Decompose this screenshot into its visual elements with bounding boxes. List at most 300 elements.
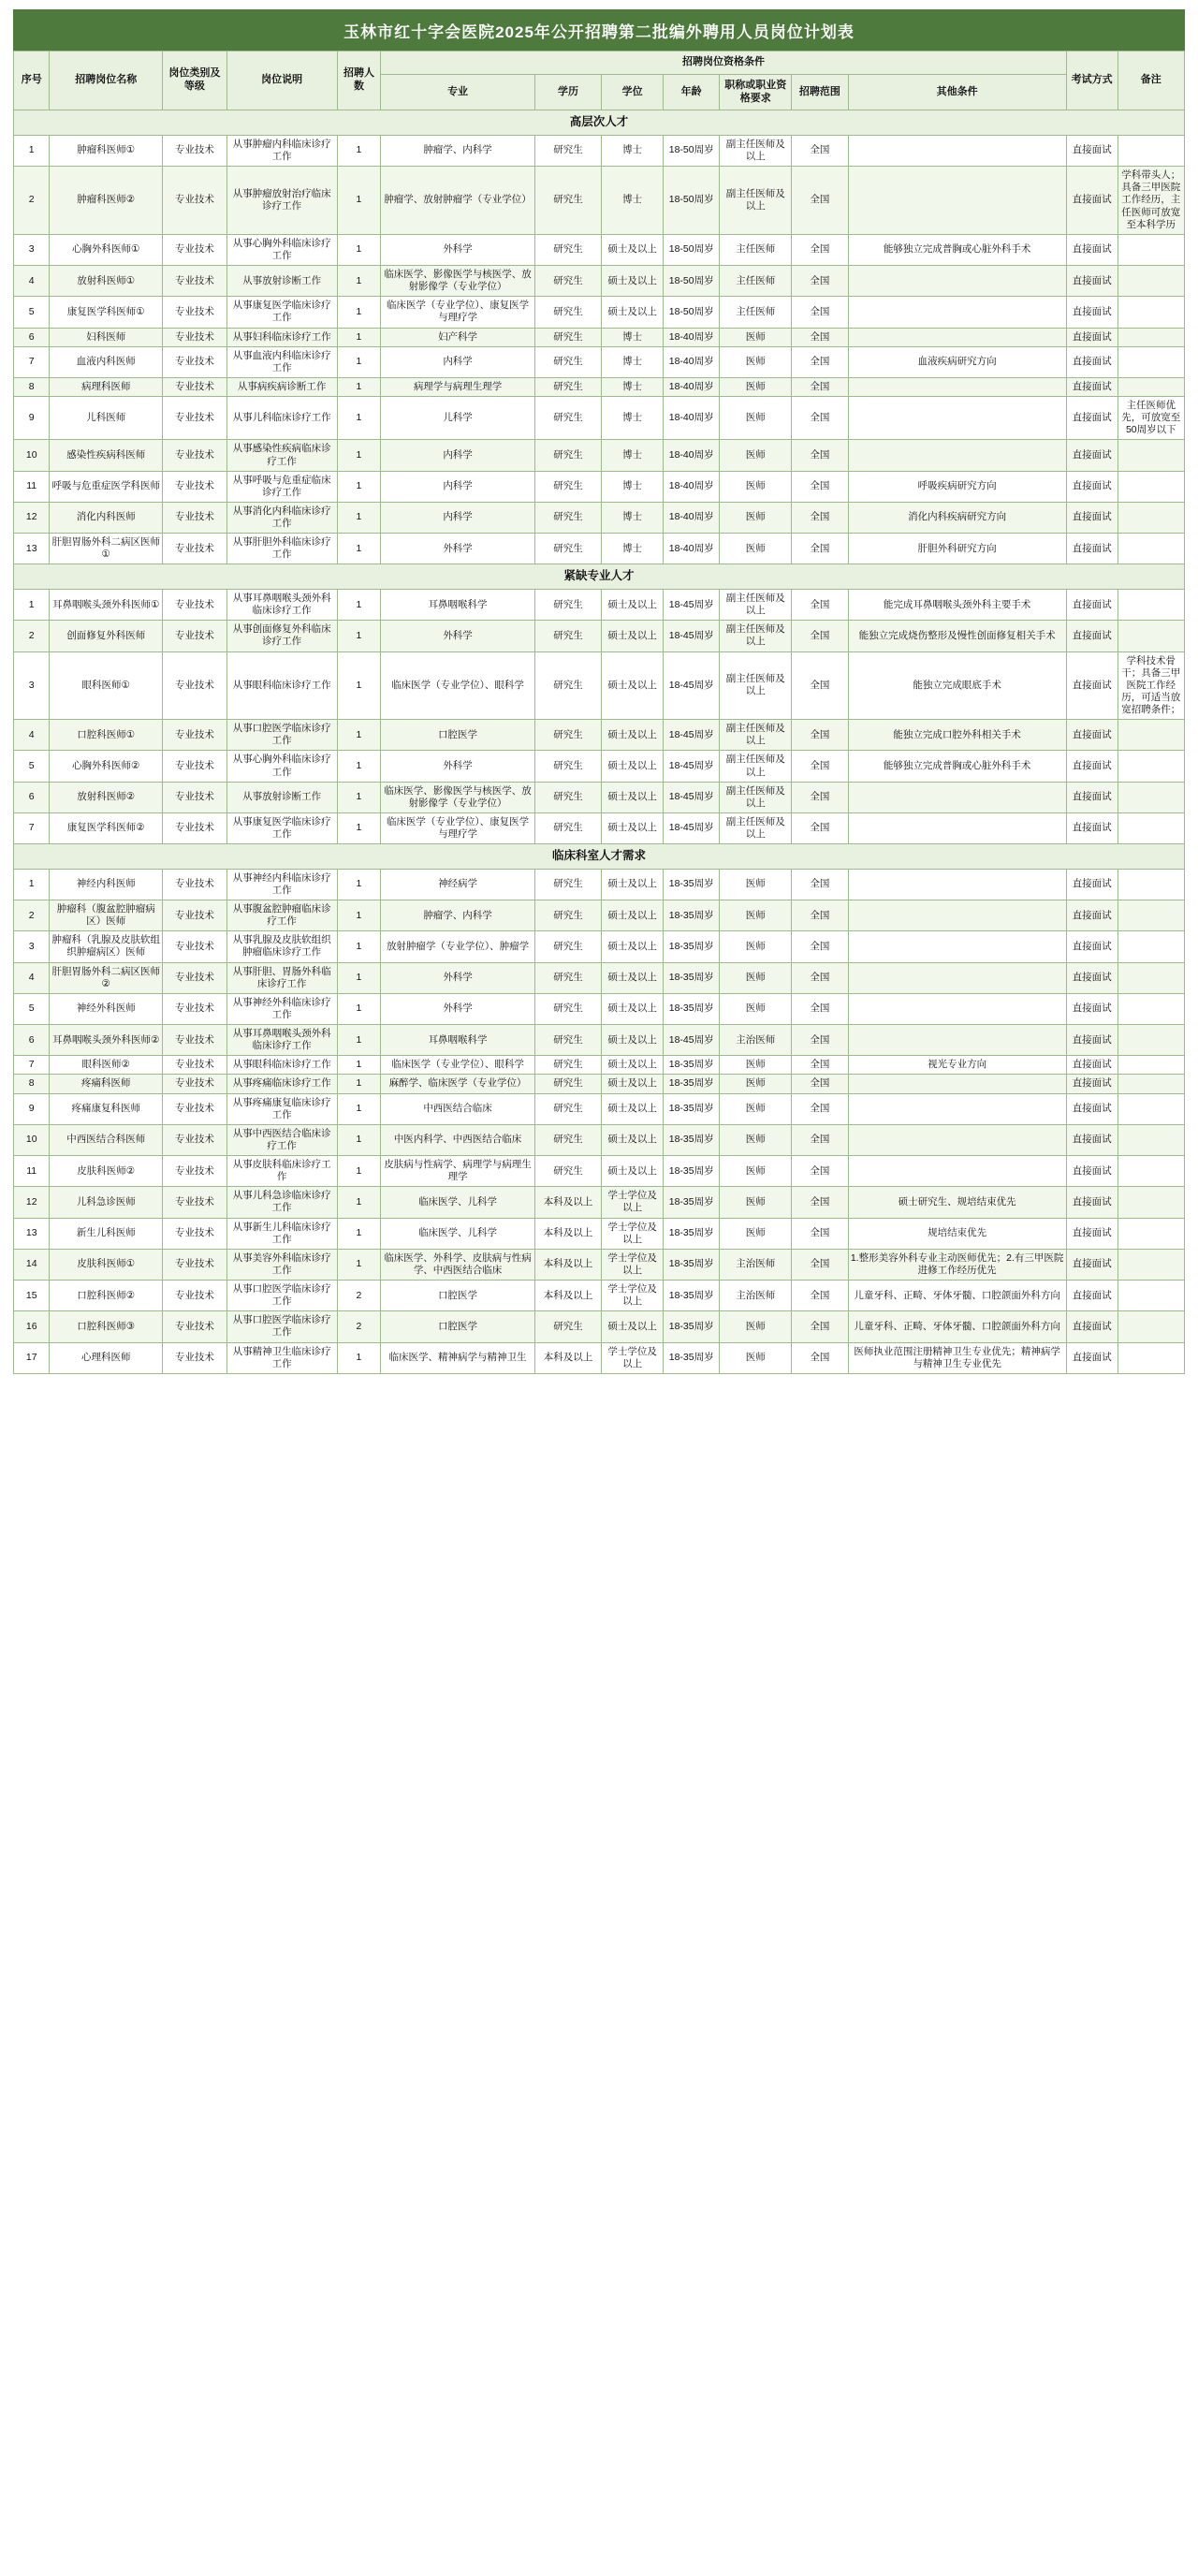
cell-major: 耳鼻咽喉科学 (381, 590, 535, 621)
table-row (14, 1075, 1185, 1093)
cell-scope: 全国 (792, 1124, 848, 1155)
cell-remark (1118, 534, 1184, 564)
cell-post-type: 专业技术 (163, 1311, 227, 1342)
cell-remark (1118, 266, 1184, 297)
cell-post-desc: 从事肿瘤内科临床诊疗工作 (226, 135, 337, 166)
table-row (14, 900, 1185, 931)
cell-other: 消化内科疾病研究方向 (848, 502, 1066, 533)
cell-scope: 全国 (792, 234, 848, 265)
cell-major: 外科学 (381, 993, 535, 1024)
cell-post-type: 专业技术 (163, 1025, 227, 1056)
table-row (14, 993, 1185, 1024)
cell-major: 口腔医学 (381, 1281, 535, 1311)
cell-remark (1118, 812, 1184, 843)
cell-post-desc: 从事乳腺及皮肤软组织肿瘤临床诊疗工作 (226, 931, 337, 962)
cell-title-req: 医师 (720, 931, 792, 962)
cell-post-desc: 从事腹盆腔肿瘤临床诊疗工作 (226, 900, 337, 931)
cell-remark (1118, 1342, 1184, 1373)
cell-seq: 6 (14, 782, 50, 812)
cell-post-type: 专业技术 (163, 1124, 227, 1155)
cell-degree: 学士学位及以上 (602, 1281, 664, 1311)
cell-age: 18-45周岁 (664, 590, 720, 621)
cell-post-desc: 从事放射诊断工作 (226, 782, 337, 812)
cell-title-req: 医师 (720, 1187, 792, 1218)
cell-post-type: 专业技术 (163, 471, 227, 502)
cell-seq: 8 (14, 1075, 50, 1093)
cell-education: 研究生 (534, 297, 601, 328)
cell-other: 儿童牙科、正畸、牙体牙髓、口腔颌面外科方向 (848, 1281, 1066, 1311)
cell-count: 1 (337, 720, 381, 751)
cell-title-req: 主治医师 (720, 1025, 792, 1056)
cell-remark (1118, 234, 1184, 265)
cell-major: 临床医学（专业学位）、眼科学 (381, 651, 535, 720)
cell-major: 皮肤病与性病学、病理学与病理生理学 (381, 1156, 535, 1187)
cell-degree: 博士 (602, 346, 664, 377)
cell-other (848, 900, 1066, 931)
cell-count: 1 (337, 1342, 381, 1373)
cell-post-type: 专业技术 (163, 346, 227, 377)
table-row (14, 1187, 1185, 1218)
cell-age: 18-45周岁 (664, 651, 720, 720)
cell-exam: 直接面试 (1066, 1056, 1118, 1075)
cell-other: 呼吸疾病研究方向 (848, 471, 1066, 502)
cell-seq: 12 (14, 502, 50, 533)
cell-post-name: 肿瘤科医师① (50, 135, 163, 166)
cell-major: 放射肿瘤学（专业学位）、肿瘤学 (381, 931, 535, 962)
cell-seq: 4 (14, 962, 50, 993)
cell-major: 临床医学（专业学位）、眼科学 (381, 1056, 535, 1075)
cell-exam: 直接面试 (1066, 720, 1118, 751)
table-row (14, 346, 1185, 377)
cell-post-name: 神经外科医师 (50, 993, 163, 1024)
cell-other (848, 377, 1066, 396)
cell-degree: 硕士及以上 (602, 869, 664, 900)
cell-exam: 直接面试 (1066, 621, 1118, 651)
cell-post-type: 专业技术 (163, 1075, 227, 1093)
cell-count: 1 (337, 1249, 381, 1280)
cell-education: 研究生 (534, 377, 601, 396)
cell-post-desc: 从事耳鼻咽喉头颈外科临床诊疗工作 (226, 1025, 337, 1056)
cell-scope: 全国 (792, 1218, 848, 1249)
cell-title-req: 医师 (720, 346, 792, 377)
cell-post-desc: 从事病疾病诊断工作 (226, 377, 337, 396)
table-row (14, 720, 1185, 751)
cell-exam: 直接面试 (1066, 962, 1118, 993)
cell-other (848, 167, 1066, 235)
cell-title-req: 医师 (720, 397, 792, 440)
cell-other (848, 1156, 1066, 1187)
cell-remark (1118, 931, 1184, 962)
cell-remark: 学科技术骨干；具备三甲医院工作经历，可适当放宽招聘条件； (1118, 651, 1184, 720)
cell-other (848, 328, 1066, 346)
cell-title-req: 医师 (720, 502, 792, 533)
cell-other: 能完成耳鼻咽喉头颈外科主要手术 (848, 590, 1066, 621)
cell-post-desc: 从事神经内科临床诊疗工作 (226, 869, 337, 900)
cell-age: 18-40周岁 (664, 534, 720, 564)
th-age: 年龄 (664, 74, 720, 110)
cell-post-type: 专业技术 (163, 297, 227, 328)
cell-seq: 3 (14, 651, 50, 720)
cell-count: 1 (337, 1093, 381, 1124)
cell-degree: 硕士及以上 (602, 266, 664, 297)
cell-education: 研究生 (534, 397, 601, 440)
cell-title-req: 医师 (720, 1218, 792, 1249)
cell-post-desc: 从事肝胆外科临床诊疗工作 (226, 534, 337, 564)
cell-degree: 硕士及以上 (602, 590, 664, 621)
cell-post-type: 专业技术 (163, 1056, 227, 1075)
cell-seq: 6 (14, 328, 50, 346)
cell-remark (1118, 751, 1184, 782)
th-scope: 招聘范围 (792, 74, 848, 110)
cell-exam: 直接面试 (1066, 534, 1118, 564)
cell-post-desc: 从事美容外科临床诊疗工作 (226, 1249, 337, 1280)
cell-seq: 9 (14, 397, 50, 440)
section-title: 临床科室人才需求 (14, 844, 1185, 870)
th-count: 招聘人数 (337, 51, 381, 110)
table-row (14, 651, 1185, 720)
th-qualification-group: 招聘岗位资格条件 (381, 51, 1066, 75)
table-row (14, 135, 1185, 166)
cell-remark (1118, 869, 1184, 900)
cell-post-name: 疼痛康复科医师 (50, 1093, 163, 1124)
cell-post-type: 专业技术 (163, 502, 227, 533)
cell-exam: 直接面试 (1066, 377, 1118, 396)
cell-post-name: 口腔科医师③ (50, 1311, 163, 1342)
cell-degree: 学士学位及以上 (602, 1249, 664, 1280)
cell-scope: 全国 (792, 651, 848, 720)
cell-post-type: 专业技术 (163, 651, 227, 720)
cell-post-desc: 从事疼痛康复临床诊疗工作 (226, 1093, 337, 1124)
cell-age: 18-40周岁 (664, 502, 720, 533)
cell-age: 18-50周岁 (664, 266, 720, 297)
cell-degree: 博士 (602, 471, 664, 502)
cell-post-type: 专业技术 (163, 1093, 227, 1124)
cell-degree: 博士 (602, 440, 664, 471)
cell-education: 本科及以上 (534, 1281, 601, 1311)
cell-remark (1118, 590, 1184, 621)
cell-post-name: 康复医学科医师① (50, 297, 163, 328)
page-title: 玉林市红十字会医院2025年公开招聘第二批编外聘用人员岗位计划表 (13, 9, 1185, 51)
cell-education: 研究生 (534, 135, 601, 166)
cell-title-req: 医师 (720, 1075, 792, 1093)
cell-other: 能独立完成眼底手术 (848, 651, 1066, 720)
cell-degree: 博士 (602, 167, 664, 235)
cell-age: 18-40周岁 (664, 471, 720, 502)
th-title-req: 职称或职业资格要求 (720, 74, 792, 110)
cell-scope: 全国 (792, 1342, 848, 1373)
cell-education: 研究生 (534, 812, 601, 843)
cell-post-type: 专业技术 (163, 534, 227, 564)
cell-title-req: 副主任医师及以上 (720, 651, 792, 720)
cell-post-type: 专业技术 (163, 397, 227, 440)
cell-seq: 13 (14, 534, 50, 564)
cell-degree: 硕士及以上 (602, 621, 664, 651)
cell-post-type: 专业技术 (163, 440, 227, 471)
cell-degree: 硕士及以上 (602, 782, 664, 812)
cell-major: 口腔医学 (381, 1311, 535, 1342)
cell-post-name: 放射科医师② (50, 782, 163, 812)
cell-age: 18-40周岁 (664, 328, 720, 346)
cell-scope: 全国 (792, 346, 848, 377)
cell-remark (1118, 900, 1184, 931)
cell-major: 儿科学 (381, 397, 535, 440)
cell-seq: 1 (14, 135, 50, 166)
cell-count: 1 (337, 328, 381, 346)
cell-remark (1118, 471, 1184, 502)
cell-post-desc: 从事创面修复外科临床诊疗工作 (226, 621, 337, 651)
cell-title-req: 医师 (720, 900, 792, 931)
cell-age: 18-45周岁 (664, 812, 720, 843)
cell-other: 肝胆外科研究方向 (848, 534, 1066, 564)
cell-age: 18-35周岁 (664, 993, 720, 1024)
cell-post-name: 耳鼻咽喉头颈外科医师① (50, 590, 163, 621)
cell-post-desc: 从事眼科临床诊疗工作 (226, 1056, 337, 1075)
cell-remark (1118, 993, 1184, 1024)
cell-post-type: 专业技术 (163, 135, 227, 166)
table-row (14, 782, 1185, 812)
cell-remark (1118, 621, 1184, 651)
cell-post-desc: 从事神经外科临床诊疗工作 (226, 993, 337, 1024)
cell-post-type: 专业技术 (163, 993, 227, 1024)
cell-age: 18-35周岁 (664, 1075, 720, 1093)
cell-exam: 直接面试 (1066, 1124, 1118, 1155)
cell-major: 妇产科学 (381, 328, 535, 346)
cell-education: 研究生 (534, 1124, 601, 1155)
cell-post-desc: 从事肝胆、胃肠外科临床诊疗工作 (226, 962, 337, 993)
cell-education: 本科及以上 (534, 1218, 601, 1249)
cell-degree: 硕士及以上 (602, 651, 664, 720)
cell-education: 研究生 (534, 1156, 601, 1187)
cell-scope: 全国 (792, 751, 848, 782)
cell-seq: 3 (14, 931, 50, 962)
cell-scope: 全国 (792, 812, 848, 843)
cell-seq: 2 (14, 900, 50, 931)
cell-post-name: 心理科医师 (50, 1342, 163, 1373)
cell-scope: 全国 (792, 931, 848, 962)
cell-post-type: 专业技术 (163, 812, 227, 843)
cell-seq: 17 (14, 1342, 50, 1373)
cell-title-req: 主任医师 (720, 266, 792, 297)
cell-major: 外科学 (381, 621, 535, 651)
cell-count: 1 (337, 993, 381, 1024)
cell-remark (1118, 962, 1184, 993)
cell-age: 18-35周岁 (664, 1311, 720, 1342)
cell-education: 研究生 (534, 751, 601, 782)
cell-exam: 直接面试 (1066, 1075, 1118, 1093)
cell-count: 1 (337, 167, 381, 235)
cell-education: 研究生 (534, 328, 601, 346)
cell-scope: 全国 (792, 397, 848, 440)
cell-exam: 直接面试 (1066, 1311, 1118, 1342)
table-row (14, 1124, 1185, 1155)
cell-remark (1118, 720, 1184, 751)
cell-other: 规培结束优先 (848, 1218, 1066, 1249)
cell-scope: 全国 (792, 471, 848, 502)
cell-age: 18-45周岁 (664, 720, 720, 751)
cell-post-desc: 从事新生儿科临床诊疗工作 (226, 1218, 337, 1249)
cell-remark (1118, 1156, 1184, 1187)
cell-other (848, 782, 1066, 812)
cell-post-type: 专业技术 (163, 328, 227, 346)
table-row (14, 1093, 1185, 1124)
cell-title-req: 副主任医师及以上 (720, 782, 792, 812)
cell-education: 研究生 (534, 993, 601, 1024)
cell-education: 研究生 (534, 1056, 601, 1075)
cell-other: 能够独立完成普胸或心脏外科手术 (848, 234, 1066, 265)
th-education: 学历 (534, 74, 601, 110)
cell-major: 临床医学、儿科学 (381, 1187, 535, 1218)
cell-major: 临床医学、影像医学与核医学、放射影像学（专业学位） (381, 782, 535, 812)
cell-remark (1118, 377, 1184, 396)
cell-exam: 直接面试 (1066, 1156, 1118, 1187)
cell-title-req: 主治医师 (720, 1281, 792, 1311)
cell-scope: 全国 (792, 135, 848, 166)
cell-exam: 直接面试 (1066, 346, 1118, 377)
cell-title-req: 医师 (720, 534, 792, 564)
cell-post-type: 专业技术 (163, 869, 227, 900)
cell-education: 研究生 (534, 590, 601, 621)
cell-education: 本科及以上 (534, 1187, 601, 1218)
cell-degree: 硕士及以上 (602, 751, 664, 782)
cell-scope: 全国 (792, 869, 848, 900)
cell-education: 研究生 (534, 1025, 601, 1056)
cell-education: 研究生 (534, 869, 601, 900)
table-row (14, 931, 1185, 962)
cell-other (848, 266, 1066, 297)
cell-age: 18-35周岁 (664, 962, 720, 993)
cell-scope: 全国 (792, 1187, 848, 1218)
cell-major: 神经病学 (381, 869, 535, 900)
cell-exam: 直接面试 (1066, 397, 1118, 440)
cell-education: 研究生 (534, 234, 601, 265)
cell-major: 肿瘤学、放射肿瘤学（专业学位） (381, 167, 535, 235)
table-row (14, 621, 1185, 651)
cell-major: 病理学与病理生理学 (381, 377, 535, 396)
cell-exam: 直接面试 (1066, 297, 1118, 328)
cell-seq: 7 (14, 346, 50, 377)
cell-remark (1118, 1218, 1184, 1249)
cell-count: 1 (337, 1156, 381, 1187)
cell-age: 18-35周岁 (664, 900, 720, 931)
cell-exam: 直接面试 (1066, 167, 1118, 235)
cell-other: 视光专业方向 (848, 1056, 1066, 1075)
cell-major: 内科学 (381, 502, 535, 533)
cell-post-name: 儿科医师 (50, 397, 163, 440)
cell-education: 研究生 (534, 651, 601, 720)
cell-title-req: 主任医师 (720, 234, 792, 265)
cell-major: 外科学 (381, 534, 535, 564)
table-row (14, 297, 1185, 328)
cell-degree: 硕士及以上 (602, 900, 664, 931)
cell-count: 1 (337, 1025, 381, 1056)
table-row (14, 1218, 1185, 1249)
table-row (14, 234, 1185, 265)
cell-exam: 直接面试 (1066, 266, 1118, 297)
cell-post-desc: 从事心胸外科临床诊疗工作 (226, 751, 337, 782)
cell-scope: 全国 (792, 962, 848, 993)
cell-post-name: 肿瘤科医师② (50, 167, 163, 235)
cell-degree: 学士学位及以上 (602, 1342, 664, 1373)
cell-major: 临床医学、精神病学与精神卫生 (381, 1342, 535, 1373)
cell-scope: 全国 (792, 534, 848, 564)
cell-education: 研究生 (534, 1093, 601, 1124)
cell-remark (1118, 1311, 1184, 1342)
table-row (14, 812, 1185, 843)
cell-post-name: 呼吸与危重症医学科医师 (50, 471, 163, 502)
cell-count: 1 (337, 266, 381, 297)
cell-exam: 直接面试 (1066, 900, 1118, 931)
cell-seq: 12 (14, 1187, 50, 1218)
cell-education: 研究生 (534, 167, 601, 235)
cell-seq: 10 (14, 1124, 50, 1155)
cell-exam: 直接面试 (1066, 1093, 1118, 1124)
cell-post-type: 专业技术 (163, 590, 227, 621)
cell-exam: 直接面试 (1066, 328, 1118, 346)
cell-remark (1118, 1124, 1184, 1155)
section-header-row (14, 844, 1185, 870)
cell-scope: 全国 (792, 167, 848, 235)
cell-scope: 全国 (792, 1249, 848, 1280)
cell-exam: 直接面试 (1066, 1218, 1118, 1249)
cell-major: 外科学 (381, 751, 535, 782)
cell-seq: 3 (14, 234, 50, 265)
cell-degree: 硕士及以上 (602, 234, 664, 265)
cell-count: 1 (337, 1218, 381, 1249)
recruitment-table (13, 51, 1185, 1374)
cell-major: 外科学 (381, 962, 535, 993)
table-row (14, 869, 1185, 900)
cell-count: 1 (337, 1075, 381, 1093)
cell-post-type: 专业技术 (163, 900, 227, 931)
cell-post-desc: 从事感染性疾病临床诊疗工作 (226, 440, 337, 471)
cell-age: 18-35周岁 (664, 931, 720, 962)
cell-title-req: 医师 (720, 328, 792, 346)
th-remark: 备注 (1118, 51, 1184, 110)
cell-exam: 直接面试 (1066, 869, 1118, 900)
cell-exam: 直接面试 (1066, 135, 1118, 166)
cell-title-req: 医师 (720, 1056, 792, 1075)
cell-major: 临床医学（专业学位）、康复医学与理疗学 (381, 297, 535, 328)
cell-count: 1 (337, 1187, 381, 1218)
cell-count: 1 (337, 297, 381, 328)
cell-seq: 13 (14, 1218, 50, 1249)
cell-post-desc: 从事消化内科临床诊疗工作 (226, 502, 337, 533)
cell-post-name: 皮肤科医师② (50, 1156, 163, 1187)
cell-scope: 全国 (792, 621, 848, 651)
cell-post-desc: 从事中西医结合临床诊疗工作 (226, 1124, 337, 1155)
cell-post-type: 专业技术 (163, 1218, 227, 1249)
cell-scope: 全国 (792, 782, 848, 812)
cell-post-type: 专业技术 (163, 234, 227, 265)
cell-other (848, 1093, 1066, 1124)
cell-count: 1 (337, 962, 381, 993)
cell-other: 能独立完成烧伤整形及慢性创面修复相关手术 (848, 621, 1066, 651)
cell-other (848, 397, 1066, 440)
cell-seq: 5 (14, 297, 50, 328)
cell-other (848, 1124, 1066, 1155)
cell-scope: 全国 (792, 590, 848, 621)
cell-exam: 直接面试 (1066, 590, 1118, 621)
cell-post-name: 口腔科医师② (50, 1281, 163, 1311)
cell-age: 18-50周岁 (664, 167, 720, 235)
cell-title-req: 副主任医师及以上 (720, 812, 792, 843)
cell-post-type: 专业技术 (163, 1281, 227, 1311)
cell-major: 临床医学、儿科学 (381, 1218, 535, 1249)
cell-count: 1 (337, 621, 381, 651)
cell-remark (1118, 782, 1184, 812)
cell-remark (1118, 502, 1184, 533)
section-header-row (14, 110, 1185, 136)
